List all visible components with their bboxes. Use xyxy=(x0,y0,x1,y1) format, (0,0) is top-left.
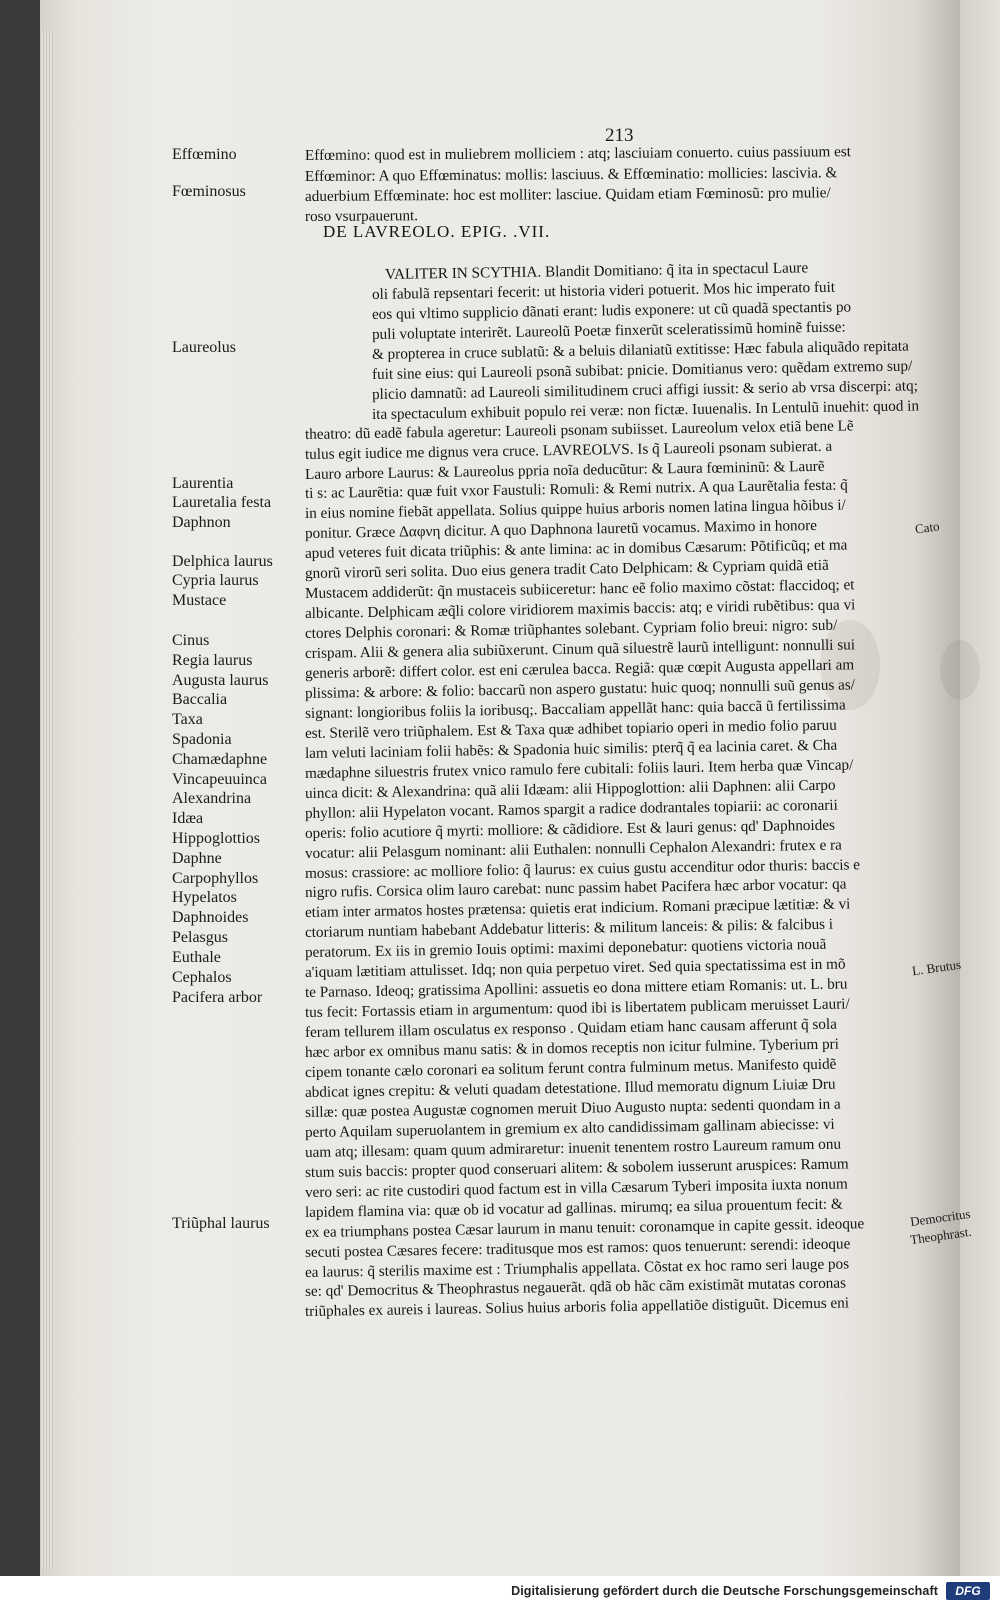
text-line: operis: folio acutiore q̃ myrti: molliore: & cãdidiore. Est & lauri genus: qd' Daphnoides xyxy=(304,816,836,842)
text-line: Lauro arbore Laurus: & Laureolus ppria noĩa deducũtur: & Laura fœmininũ: & Laurẽ xyxy=(304,457,825,483)
margin-note: Daphne xyxy=(172,850,222,867)
margin-note: Triũphal laurus xyxy=(172,1215,270,1232)
text-line: tus fecit: Fortassis etiam in argumentum: quod ibi is libertatem publicam meruisset Lauri/ xyxy=(304,995,850,1022)
text-line: apud veteres fuit dicata triũphis: & ante limina: ac in domibus Cæsarum: Põtificũq; et ma xyxy=(304,536,848,563)
text-line: mædaphne siluestris frutex vnico ramulo fere cubitali: foliis lauri. Item herba quæ Vincap/ xyxy=(304,756,854,782)
text-line: ti s: ac Laurẽtia: quæ fuit vxor Faustuli: Romuli: & Remi nutrix. A qua Laurẽtalia festa: q̃ xyxy=(304,476,848,503)
text-line: vero seri: ac rite custodiri quod factum est in villa Cæsarum Tyberi imposita iuxta nonum xyxy=(304,1175,848,1201)
margin-note: Laurentia xyxy=(172,475,234,492)
text-line: lapidem flamina via: quæ ob id vocatur ad gallinas. mirumq; ea silua prouentum fecit: & xyxy=(304,1195,843,1221)
text-line: uam atq; illesam: quam quum admiraretur: inuenit tenentem rostro Laureum ramum onu xyxy=(304,1135,842,1161)
text-line: cipem tonante cælo coronari ea solitum ferunt contra fulminum metus. Manifesto quidẽ xyxy=(304,1055,837,1081)
text-line: uinca dicit: & Alexandrina: quã alii Idæam: alii Hippoglottion: alii Daphnen: alii Carpo xyxy=(304,776,836,802)
margin-note: Cephalos xyxy=(172,969,232,986)
text-line: albicante. Delphicam æq̃li colore viridiorem maximis baccis: atq; e viridi rubẽtibus: qua vi xyxy=(304,596,856,623)
text-line: signant: longioribus foliis la ioribusq;. Baccaliam appellãt hanc: quia baccã ũ fertilissima xyxy=(304,696,846,722)
text-line: ctores Delphis coronari: & Romæ triũphantes solebant. Cypriam folio breui: nigro: sub/ xyxy=(304,616,838,643)
text-line: etiam inter armatos hostes prætensa: quietis erat indicium. Romani præcipue lætitiæ: & vi xyxy=(304,895,851,922)
margin-note: Fœminosus xyxy=(172,183,246,200)
text-line: generis arborẽ: differt color. est eni cærulea bacca. Regiã: quæ cœpit Augusta appellari am xyxy=(304,656,855,682)
text-line: roso vsurpauerunt. xyxy=(304,207,419,225)
margin-note: Euthale xyxy=(172,949,221,966)
page-number: 213 xyxy=(605,125,634,146)
right-margin-note: Theophrast. xyxy=(909,1223,973,1248)
text-line: vocatur: alii Pelasgum nominant: alii Euthalen: nonnulli Cephalon Alexandri: frutex e ra xyxy=(304,836,842,862)
text-line: fuit sine eius: qui Laureoli psonã subibat: pnicie. Domitianus vero: quẽdam extremo sup/ xyxy=(371,357,913,383)
text-line: gnorũ virorũ seri solita. Duo eius genera tradit Cato Delphicam: & Cypriam quidã etiã xyxy=(304,557,829,583)
text-line: Mustacem addiderũt: q̃n mustaceis subiiceretur: hanc eẽ folio maximo cõstat: flaccidoq; et xyxy=(304,576,855,603)
text-line: feram tellurem illam osculatus ex responso . Quidam etiam hanc causam afferunt q̃ sola xyxy=(304,1015,838,1042)
section-heading: DE LAVREOLO. EPIG. .VII. xyxy=(323,222,551,241)
text-line: triũphales ex aureis i laureas. Solius huius arboris folia appellatiõe distiguũt. Dicemus eni xyxy=(304,1294,850,1321)
text-line: se: qd' Democritus & Theophrastus negauerãt. qdã ob hãc cãm existimãt mutatas coronas xyxy=(304,1274,847,1301)
dfg-logo: DFG xyxy=(946,1582,990,1600)
text-line: tulus egit iudice me dignus vera cruce. LAVREOLVS. Is q̃ Laureoli psonam subierat. a xyxy=(304,437,833,463)
text-line: nigro rufis. Corsica olim lauro carebat: nunc passim habet Pacifera hæc arbor vocatur: qa xyxy=(304,875,847,902)
text-line: crispam. Alii & genera alia subiũxerunt. Cinum quã siluestrẽ laurũ intelligunt: nonnulli sui xyxy=(304,636,856,663)
text-line: mosus: crassiore: ac molliore folio: q̃ laurus: ex cuius gustu accenditur odor thuris: baccis e xyxy=(304,855,861,882)
text-line: Effœminor: A quo Effœminatus: mollis: lasciuus. & Effœminatio: mollicies: lascivia. & xyxy=(304,164,838,185)
text-line: stum suis baccis: propter quod conseruari alitem: & sobolem iusserunt aruspices: Ramum xyxy=(304,1155,849,1181)
margin-note: Laureolus xyxy=(172,339,236,356)
margin-note: Hypelatos xyxy=(172,889,237,906)
margin-note: Pelasgus xyxy=(172,929,228,946)
text-line: Effœmino: quod est in muliebrem molliciem : atq; lasciuiam conuerto. cuius passiuum est xyxy=(304,143,851,164)
text-line: aduerbium Effœminate: hoc est molliter: lasciue. Quidam etiam Fœminosũ: pro mulie/ xyxy=(304,184,831,205)
text-line: in eius nomine fiebãt appellata. Solius quippe huius arboris nomen latina lingua hõibus i/ xyxy=(304,496,846,523)
text-line: & propterea in cruce sublatũ: & a beluis dilaniatũ extitisse: Hæc fabula aliquãdo repitata xyxy=(371,337,909,363)
margin-note: Daphnoides xyxy=(172,909,249,926)
text-line: peratorum. Ex iis in gremio Iouis optimi: maximi deponebatur: quotiens victoria nouã xyxy=(304,936,827,962)
text-line: sillæ: quæ postea Augustæ cognomen meruit Diuo Augusto nupta: sedenti quondam in a xyxy=(304,1095,841,1121)
margin-note: Augusta laurus xyxy=(172,672,269,689)
margin-note: Taxa xyxy=(172,711,203,728)
text-line: plissima: & arbore: & folio: baccarũ non aspero gustatu: huic quoq; nonnulli suũ genus as/ xyxy=(304,676,856,702)
margin-note: Vincapeuuinca xyxy=(172,771,267,788)
text-line: est. Sterilẽ vero triũphalem. Est & Taxa quæ adhibet topiario operi in medio folio paruu xyxy=(304,716,837,742)
margin-note: Regia laurus xyxy=(172,652,253,669)
margin-note: Pacifera arbor xyxy=(172,989,263,1006)
text-line: eos qui vltimo supplicio dãnati erant: ludis exponere: ut cũ quadã spectantis po xyxy=(371,298,852,323)
margin-note: Chamædaphne xyxy=(172,751,268,768)
right-margin-note: Cato xyxy=(914,518,941,537)
right-margin-note: Democritus xyxy=(909,1205,972,1230)
margin-note: Cinus xyxy=(172,632,210,649)
text-line: plicio damnatũ: ad Laureoli similitudinem cruci affigi iussit: & serio ab vrsa discerpi: atq; xyxy=(371,377,918,403)
text-line: ex ea triumphans postea Cæsar laurum in manu tenuit: coronamque in capite gessit. ideoque xyxy=(304,1214,865,1241)
text-line: oli fabulã repsentari fecerit: ut historia videri potuerit. Mos hic imperato fuit xyxy=(371,278,836,303)
text-line: secuti postea Cæsares fecere: traditusque mos est ramos: quos tenuerunt: serendi: ideoque xyxy=(304,1234,851,1261)
stain xyxy=(940,640,980,700)
margin-note: Effœmino xyxy=(172,146,237,163)
text-line: ponitur. Græce Δαφνη dicitur. A quo Daphnona lauretũ vocamus. Maximo in honore xyxy=(304,517,818,543)
margin-note: Idæa xyxy=(172,810,204,827)
margin-note: Daphnon xyxy=(172,514,231,531)
text-line: hæc arbor ex omnibus manu satis: & in domos receptis non icitur fulmine. Tyberium pri xyxy=(304,1035,840,1062)
text-line: puli voluptate interirẽt. Laureolũ Poetæ finxerũt sceleratissimũ hominẽ fuisse: xyxy=(371,318,846,343)
text-line: ctoriarum nuntiam habebant Addebatur litteris: & militum lanceis: & pilis: & falcibus i xyxy=(304,916,834,942)
page-edges xyxy=(40,30,54,1570)
margin-note: Hippoglottios xyxy=(172,830,261,847)
text-line: abdicat ignes crepitu: & veluti quadam detestatione. Illud memoratu dignum Liuiæ Dru xyxy=(304,1075,836,1101)
text-line: phyllon: alii Hypelaton vocant. Ramos spargit a radice dodrantales topiarii: ac coronarii xyxy=(304,796,838,822)
margin-note: Baccalia xyxy=(172,691,228,708)
right-margin-note: L. Brutus xyxy=(911,956,962,979)
margin-note: Delphica laurus xyxy=(172,553,273,570)
text-line: a'iquam lætitiam attulisset. Idq; non quia perpetuo viret. Sed quia spectatissima est in mõ xyxy=(304,955,846,982)
margin-note: Cypria laurus xyxy=(172,572,259,589)
text-line: ea laurus: q̃ sterilis maxime est : Triumphalis appellata. Cõstat ex hoc ramo seri lauge pos xyxy=(304,1254,850,1281)
footer-bar xyxy=(0,1576,1000,1606)
margin-note: Mustace xyxy=(172,592,227,609)
text-line: lam veluti laciniam folii habẽs: & Spadonia huic similis: pterq̃ q̃ ea lacinia caret. & Cha xyxy=(304,736,838,762)
text-line: te Parnaso. Ideoq; gratissima Apollini: assuetis eo dona mittere etiam Romanis: ut. L. bru xyxy=(304,975,848,1002)
margin-note: Lauretalia festa xyxy=(172,494,272,511)
text-line: theatro: dũ eadẽ fabula ageretur: Laureoli psonam subiisset. Laureolum velox etiã bene Lẽ xyxy=(304,416,854,443)
footer-credit: Digitalisierung gefördert durch die Deutsche Forschungsgemeinschaft xyxy=(511,1584,938,1598)
text-line: perto Aquilam superuolantem in gremium ex alto candidissimam gallinam abiecisse: vi xyxy=(304,1115,835,1141)
margin-note: Carpophyllos xyxy=(172,870,259,887)
text-line: ita spectaculum exhibuit populo rei veræ: non fictæ. Iuuenalis. In Lentulũ inuehit: quod in xyxy=(371,397,920,423)
margin-note: Alexandrina xyxy=(172,790,252,807)
text-line: VALITER IN SCYTHIA. Blandit Domitiano: q̃ ita in spectacul Laure xyxy=(384,259,809,283)
margin-note: Spadonia xyxy=(172,731,232,748)
